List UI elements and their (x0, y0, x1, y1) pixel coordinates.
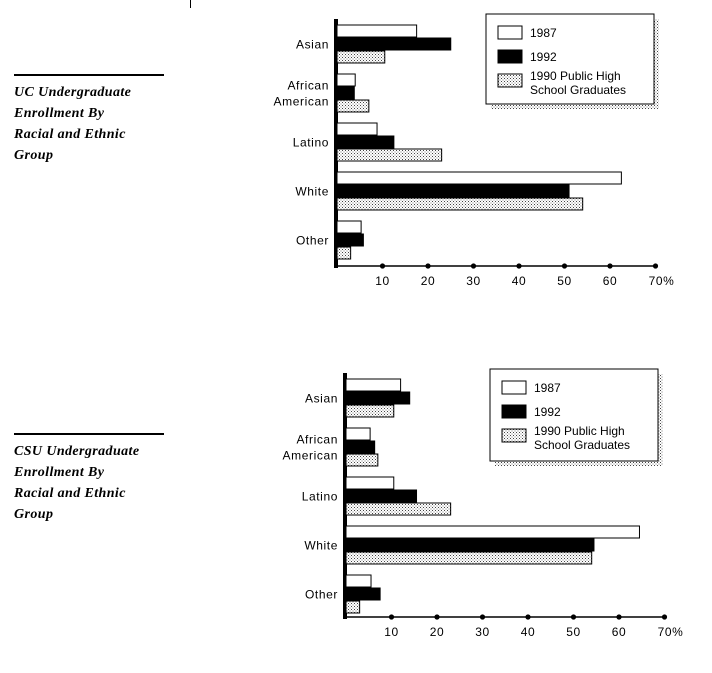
uc-bar-hs-grads (337, 149, 442, 161)
csu-category-label: African (296, 432, 338, 447)
uc-legend-label: School Graduates (530, 83, 627, 97)
uc-title-line: Racial and Ethnic (14, 127, 126, 142)
csu-legend-swatch (502, 381, 526, 394)
uc-title-line: Group (14, 148, 54, 163)
csu-legend-swatch (502, 429, 526, 442)
uc-bar-1992 (337, 234, 363, 246)
uc-tick-mark (425, 263, 430, 268)
csu-tick-mark (389, 614, 394, 619)
uc-bar-1992 (337, 87, 354, 99)
csu-enrollment-chart (0, 360, 712, 660)
csu-legend-label: 1992 (534, 405, 561, 419)
csu-tick-label: 70% (657, 625, 684, 639)
uc-legend-swatch (498, 74, 522, 87)
uc-tick-label: 50 (557, 274, 572, 288)
uc-category-label: African (287, 78, 329, 93)
csu-tick-mark (571, 614, 576, 619)
csu-title-line: Enrollment By (14, 465, 105, 480)
csu-legend-swatch (502, 405, 526, 418)
uc-title-line: UC Undergraduate (14, 85, 132, 100)
csu-tick-label: 20 (429, 625, 445, 639)
uc-category-label: Other (295, 233, 329, 248)
uc-bar-hs-grads (337, 51, 385, 63)
csu-tick-mark (480, 614, 485, 619)
csu-bar-1987 (346, 575, 371, 587)
uc-bar-hs-grads (337, 100, 369, 112)
uc-legend-swatch (498, 50, 522, 63)
uc-tick-label: 60 (602, 274, 618, 288)
uc-legend-label: 1990 Public High (530, 69, 621, 83)
csu-category-label: Other (304, 587, 338, 602)
uc-legend-label: 1987 (530, 26, 557, 40)
csu-category-label: Latino (301, 489, 338, 504)
csu-bar-1992 (346, 490, 417, 502)
csu-bar-hs-grads (346, 454, 378, 466)
csu-bar-hs-grads (346, 503, 451, 515)
uc-category-label: White (295, 184, 329, 199)
uc-category-label: Asian (295, 37, 329, 52)
uc-bar-1987 (337, 221, 361, 233)
uc-bar-1987 (337, 172, 621, 184)
csu-tick-label: 30 (475, 625, 490, 639)
csu-tick-label: 60 (611, 625, 627, 639)
uc-tick-mark (516, 263, 521, 268)
uc-legend-label: 1992 (530, 50, 557, 64)
csu-bar-hs-grads (346, 405, 394, 417)
uc-tick-label: 30 (466, 274, 481, 288)
uc-enrollment-chart (0, 0, 712, 300)
csu-bar-hs-grads (346, 552, 592, 564)
uc-category-label: Latino (292, 135, 329, 150)
csu-legend-label: 1987 (534, 381, 561, 395)
csu-tick-label: 50 (566, 625, 581, 639)
csu-tick-mark (434, 614, 439, 619)
csu-bar-hs-grads (346, 601, 360, 613)
uc-bar-1987 (337, 123, 377, 135)
csu-title-line: Racial and Ethnic (14, 486, 126, 501)
csu-tick-mark (662, 614, 667, 619)
uc-legend-swatch (498, 26, 522, 39)
csu-bar-1992 (346, 392, 410, 404)
csu-bar-1987 (346, 526, 639, 538)
uc-bar-1987 (337, 74, 355, 86)
csu-bar-1987 (346, 379, 401, 391)
uc-tick-mark (471, 263, 476, 268)
csu-bar-1992 (346, 441, 375, 453)
csu-bar-1987 (346, 428, 370, 440)
csu-bar-1992 (346, 539, 594, 551)
csu-category-label: Asian (304, 391, 338, 406)
uc-bar-hs-grads (337, 198, 583, 210)
uc-tick-mark (380, 263, 385, 268)
uc-bar-1992 (337, 38, 451, 50)
uc-tick-mark (607, 263, 612, 268)
uc-tick-label: 10 (375, 274, 390, 288)
csu-tick-mark (525, 614, 530, 619)
uc-tick-mark (562, 263, 567, 268)
uc-tick-label: 70% (648, 274, 675, 288)
uc-bar-hs-grads (337, 247, 351, 259)
csu-bar-1987 (346, 477, 394, 489)
uc-tick-label: 40 (511, 274, 527, 288)
csu-title-line: CSU Undergraduate (14, 444, 140, 459)
uc-tick-mark (653, 263, 658, 268)
csu-category-label: American (282, 448, 338, 463)
uc-category-label: American (273, 94, 329, 109)
csu-title-line: Group (14, 507, 54, 522)
csu-legend-label: School Graduates (534, 438, 631, 452)
uc-bar-1992 (337, 136, 394, 148)
csu-category-label: White (304, 538, 338, 553)
uc-bar-1987 (337, 25, 417, 37)
uc-bar-1992 (337, 185, 569, 197)
uc-tick-label: 20 (420, 274, 436, 288)
csu-bar-1992 (346, 588, 380, 600)
uc-title-line: Enrollment By (14, 106, 105, 121)
csu-tick-label: 10 (384, 625, 399, 639)
csu-tick-mark (616, 614, 621, 619)
csu-tick-label: 40 (520, 625, 536, 639)
csu-legend-label: 1990 Public High (534, 424, 625, 438)
